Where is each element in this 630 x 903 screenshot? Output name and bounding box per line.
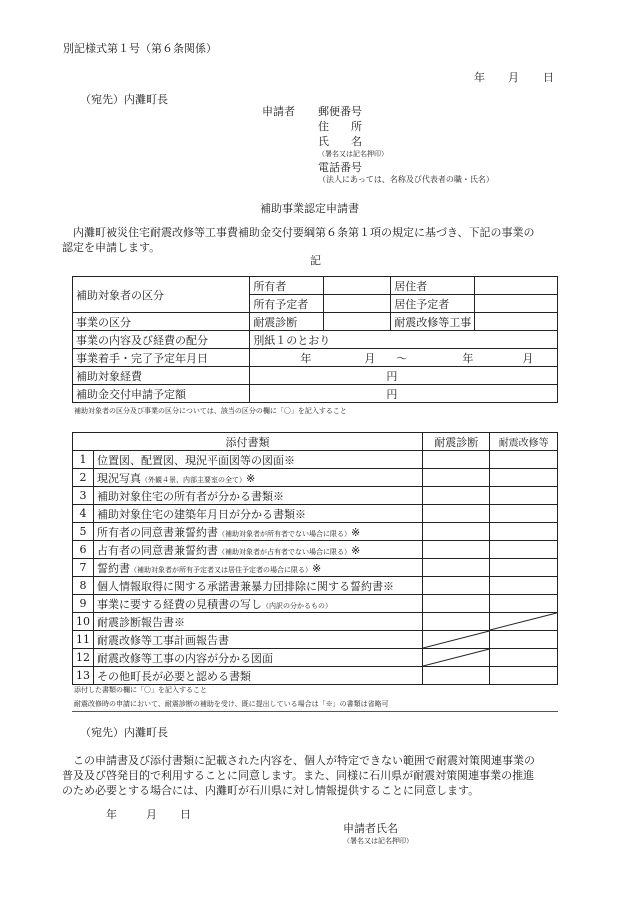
attachment-title: 耐震改修等工事の内容が分かる図面 bbox=[97, 651, 273, 665]
attachment-row bbox=[73, 577, 558, 595]
diagnosis-header: 耐震診断 bbox=[423, 433, 490, 451]
consent-addressee: （宛先）内灘町長 bbox=[80, 726, 168, 739]
owner-mark-cell[interactable] bbox=[323, 277, 391, 295]
attachment-title: 所有者の同意書兼誓約書 bbox=[97, 525, 218, 539]
diagnosis-check-cell[interactable] bbox=[423, 577, 490, 595]
attachment-name bbox=[94, 649, 423, 667]
attachment-title: 耐震診断報告書※ bbox=[97, 615, 185, 629]
date-month-label: 月 bbox=[508, 71, 519, 84]
attachment-number: 12 bbox=[73, 649, 94, 667]
attachment-number: 5 bbox=[73, 523, 94, 541]
diagnosis-check-cell bbox=[423, 649, 490, 667]
attachment-condition: （補助対象者が所有予定者又は居住予定者の場合に限る） bbox=[130, 565, 312, 574]
attachment-name bbox=[94, 559, 423, 577]
diagnosis-check-cell[interactable] bbox=[423, 667, 490, 685]
grant-amount-label: 補助金交付申請予定額 bbox=[73, 385, 250, 403]
renovation-mark-cell[interactable] bbox=[475, 313, 558, 331]
attachment-name bbox=[94, 667, 423, 685]
applicant-label: 申請者 bbox=[262, 105, 295, 118]
date-year-label: 年 bbox=[474, 71, 485, 84]
attachment-row bbox=[73, 541, 558, 559]
attachment-omit-mark: ※ bbox=[351, 525, 361, 539]
intro-line-1: 内灘町被災住宅耐震改修等工事費補助金交付要綱第６条第１項の規定に基づき、下記の事業の bbox=[73, 226, 535, 239]
ki-label: 記 bbox=[310, 254, 321, 267]
signer-seal-note: （署名又は記名押印） bbox=[343, 837, 413, 845]
attachment-condition: （外観４景、内部主要室の全て） bbox=[141, 475, 246, 484]
diagnosis-mark-cell[interactable] bbox=[323, 313, 391, 331]
renovation-check-cell[interactable] bbox=[490, 577, 558, 595]
attachment-name bbox=[94, 541, 423, 559]
attachment-number: 9 bbox=[73, 595, 94, 613]
attachment-title: 事業に要する経費の見積書の写し bbox=[97, 597, 262, 611]
attachments-header: 添付書類 bbox=[73, 433, 423, 451]
diagnosis-option: 耐震診断 bbox=[250, 313, 323, 331]
consent-day-label: 日 bbox=[180, 808, 191, 821]
eligible-cost-field[interactable] bbox=[250, 367, 558, 385]
attachment-title: 補助対象住宅の所有者が分かる書類※ bbox=[97, 489, 284, 503]
start-month-label: 月 bbox=[364, 352, 376, 365]
not-applicable-slash bbox=[423, 649, 489, 666]
planned-resident-mark-cell[interactable] bbox=[475, 295, 558, 313]
attachment-row bbox=[73, 487, 558, 505]
renovation-check-cell[interactable] bbox=[490, 631, 558, 649]
renovation-check-cell[interactable] bbox=[490, 541, 558, 559]
attachment-row bbox=[73, 523, 558, 541]
attachment-name bbox=[94, 595, 423, 613]
consent-line-3: のため必要とする場合には、内灘町が石川県に対し情報提供することに同意します。 bbox=[62, 784, 480, 797]
attachment-row bbox=[73, 631, 558, 649]
renovation-check-cell[interactable] bbox=[490, 469, 558, 487]
attachment-title: 誓約書 bbox=[97, 561, 130, 575]
attachment-name bbox=[94, 577, 423, 595]
consent-year-label: 年 bbox=[106, 808, 117, 821]
schedule-tilde: ～ bbox=[396, 352, 408, 365]
section-divider bbox=[72, 711, 558, 712]
attachment-row bbox=[73, 559, 558, 577]
renovation-check-cell[interactable] bbox=[490, 649, 558, 667]
form-number: 別記様式第１号（第６条関係） bbox=[63, 42, 217, 55]
diagnosis-check-cell[interactable] bbox=[423, 595, 490, 613]
attachment-name bbox=[94, 631, 423, 649]
renovation-option: 耐震改修等工事 bbox=[391, 313, 475, 331]
eligible-cost-label: 補助対象経費 bbox=[73, 367, 250, 385]
signer-name-label: 申請者氏名 bbox=[343, 822, 398, 835]
end-year-label: 年 bbox=[462, 352, 474, 365]
project-content-value: 別紙１のとおり bbox=[250, 331, 558, 349]
attachment-name bbox=[94, 505, 423, 523]
project-content-label: 事業の内容及び経費の配分 bbox=[73, 331, 250, 349]
planned-owner-option: 所有予定者 bbox=[250, 295, 323, 313]
attachment-number: 7 bbox=[73, 559, 94, 577]
attachment-row bbox=[73, 595, 558, 613]
attachment-title: 占有者の同意書兼誓約書 bbox=[97, 543, 218, 557]
diagnosis-check-cell[interactable] bbox=[423, 541, 490, 559]
attachment-row bbox=[73, 613, 558, 631]
schedule-label: 事業着手・完了予定年月日 bbox=[73, 349, 250, 367]
renovation-check-cell[interactable] bbox=[490, 505, 558, 523]
attachment-omit-mark: ※ bbox=[246, 471, 256, 485]
table2-note-1: 添付した書類の欄に「〇」を記入すること bbox=[74, 686, 207, 694]
attachment-name bbox=[94, 523, 423, 541]
attachments-table bbox=[72, 432, 558, 685]
corporation-note: （法人にあっては、名称及び代表者の職・氏名） bbox=[318, 175, 494, 184]
attachment-name bbox=[94, 451, 423, 469]
attachment-number: 1 bbox=[73, 451, 94, 469]
eligible-cost-unit: 円 bbox=[386, 370, 398, 383]
renovation-check-cell[interactable] bbox=[490, 559, 558, 577]
renovation-check-cell[interactable] bbox=[490, 487, 558, 505]
attachment-title: 補助対象住宅の建築年月日が分かる書類※ bbox=[97, 507, 306, 521]
attachment-number: 3 bbox=[73, 487, 94, 505]
attachment-name bbox=[94, 613, 423, 631]
attachment-title: その他町長が必要と認める書類 bbox=[97, 669, 251, 683]
address-label: 住 所 bbox=[318, 120, 362, 133]
attachment-title: 現況写真 bbox=[97, 471, 141, 485]
attachment-row bbox=[73, 469, 558, 487]
attachment-name bbox=[94, 487, 423, 505]
attachment-title: 位置図、配置図、現況平面図等の図面※ bbox=[97, 453, 295, 467]
attachment-number: 6 bbox=[73, 541, 94, 559]
not-applicable-slash bbox=[423, 631, 489, 648]
planned-owner-mark-cell[interactable] bbox=[323, 295, 391, 313]
not-applicable-slash bbox=[490, 613, 557, 630]
grant-amount-field[interactable] bbox=[250, 385, 558, 403]
diagnosis-check-cell bbox=[423, 631, 490, 649]
table2-note-2: 耐震改修時の申請において、耐震診断の補助を受け、既に提出している場合は「※」の書類は省略可 bbox=[74, 700, 389, 708]
resident-option: 居住者 bbox=[391, 277, 475, 295]
seal-note: （署名又は記名押印） bbox=[318, 150, 388, 158]
attachment-condition: （補助対象者が所有者でない場合に限る） bbox=[218, 529, 351, 538]
resident-mark-cell[interactable] bbox=[475, 277, 558, 295]
attachment-number: 11 bbox=[73, 631, 94, 649]
diagnosis-check-cell[interactable] bbox=[423, 613, 490, 631]
schedule-field[interactable] bbox=[250, 349, 558, 367]
table1-note: 補助対象者の区分及び事業の区分については、該当の区分の欄に「〇」を記入すること bbox=[74, 407, 347, 415]
attachment-title: 耐震改修等工事計画報告書 bbox=[97, 633, 229, 647]
attachment-number: 10 bbox=[73, 613, 94, 631]
intro-line-2: 認定を申請します。 bbox=[62, 241, 161, 254]
consent-line-1: この申請書及び添付書類に記載された内容を、個人が特定できない範囲で耐震対策関連事業の bbox=[73, 754, 535, 767]
renovation-check-cell[interactable] bbox=[490, 667, 558, 685]
renovation-check-cell bbox=[490, 613, 558, 631]
attachment-name bbox=[94, 469, 423, 487]
consent-month-label: 月 bbox=[146, 808, 157, 821]
planned-resident-option: 居住予定者 bbox=[391, 295, 475, 313]
addressee: （宛先）内灘町長 bbox=[80, 93, 168, 106]
application-details-table bbox=[72, 276, 558, 403]
attachment-number: 4 bbox=[73, 505, 94, 523]
attachment-row bbox=[73, 649, 558, 667]
attachment-number: 8 bbox=[73, 577, 94, 595]
diagnosis-check-cell[interactable] bbox=[423, 451, 490, 469]
target-category-label: 補助対象者の区分 bbox=[73, 277, 250, 313]
attachment-omit-mark: ※ bbox=[351, 543, 361, 557]
diagnosis-check-cell[interactable] bbox=[423, 487, 490, 505]
owner-option: 所有者 bbox=[250, 277, 323, 295]
attachment-title: 個人情報取得に関する承諾書兼暴力団排除に関する誓約書※ bbox=[97, 579, 394, 593]
diagnosis-check-cell[interactable] bbox=[423, 469, 490, 487]
attachment-condition: （補助対象者が占有者でない場合に限る） bbox=[218, 547, 351, 556]
phone-label: 電話番号 bbox=[318, 161, 362, 174]
postal-code-label: 郵便番号 bbox=[318, 105, 362, 118]
end-month-label: 月 bbox=[522, 352, 534, 365]
renovation-header: 耐震改修等 bbox=[490, 433, 558, 451]
attachment-condition: （内訳の分かるもの） bbox=[262, 601, 332, 610]
diagnosis-check-cell[interactable] bbox=[423, 559, 490, 577]
renovation-check-cell[interactable] bbox=[490, 451, 558, 469]
attachment-row bbox=[73, 451, 558, 469]
diagnosis-check-cell[interactable] bbox=[423, 505, 490, 523]
grant-amount-unit: 円 bbox=[386, 388, 398, 401]
start-year-label: 年 bbox=[300, 352, 312, 365]
date-day-label: 日 bbox=[543, 71, 554, 84]
attachment-omit-mark: ※ bbox=[312, 561, 322, 575]
consent-line-2: 普及及び啓発目的で利用することに同意します。また、同様に石川県が耐震対策関連事業の推進 bbox=[62, 769, 535, 782]
attachment-number: 2 bbox=[73, 469, 94, 487]
renovation-check-cell[interactable] bbox=[490, 523, 558, 541]
renovation-check-cell[interactable] bbox=[490, 595, 558, 613]
attachment-number: 13 bbox=[73, 667, 94, 685]
attachment-row bbox=[73, 505, 558, 523]
project-type-label: 事業の区分 bbox=[73, 313, 250, 331]
diagnosis-check-cell[interactable] bbox=[423, 523, 490, 541]
attachment-row bbox=[73, 667, 558, 685]
name-label: 氏 名 bbox=[318, 135, 362, 148]
document-title: 補助事業認定申請書 bbox=[260, 202, 359, 215]
